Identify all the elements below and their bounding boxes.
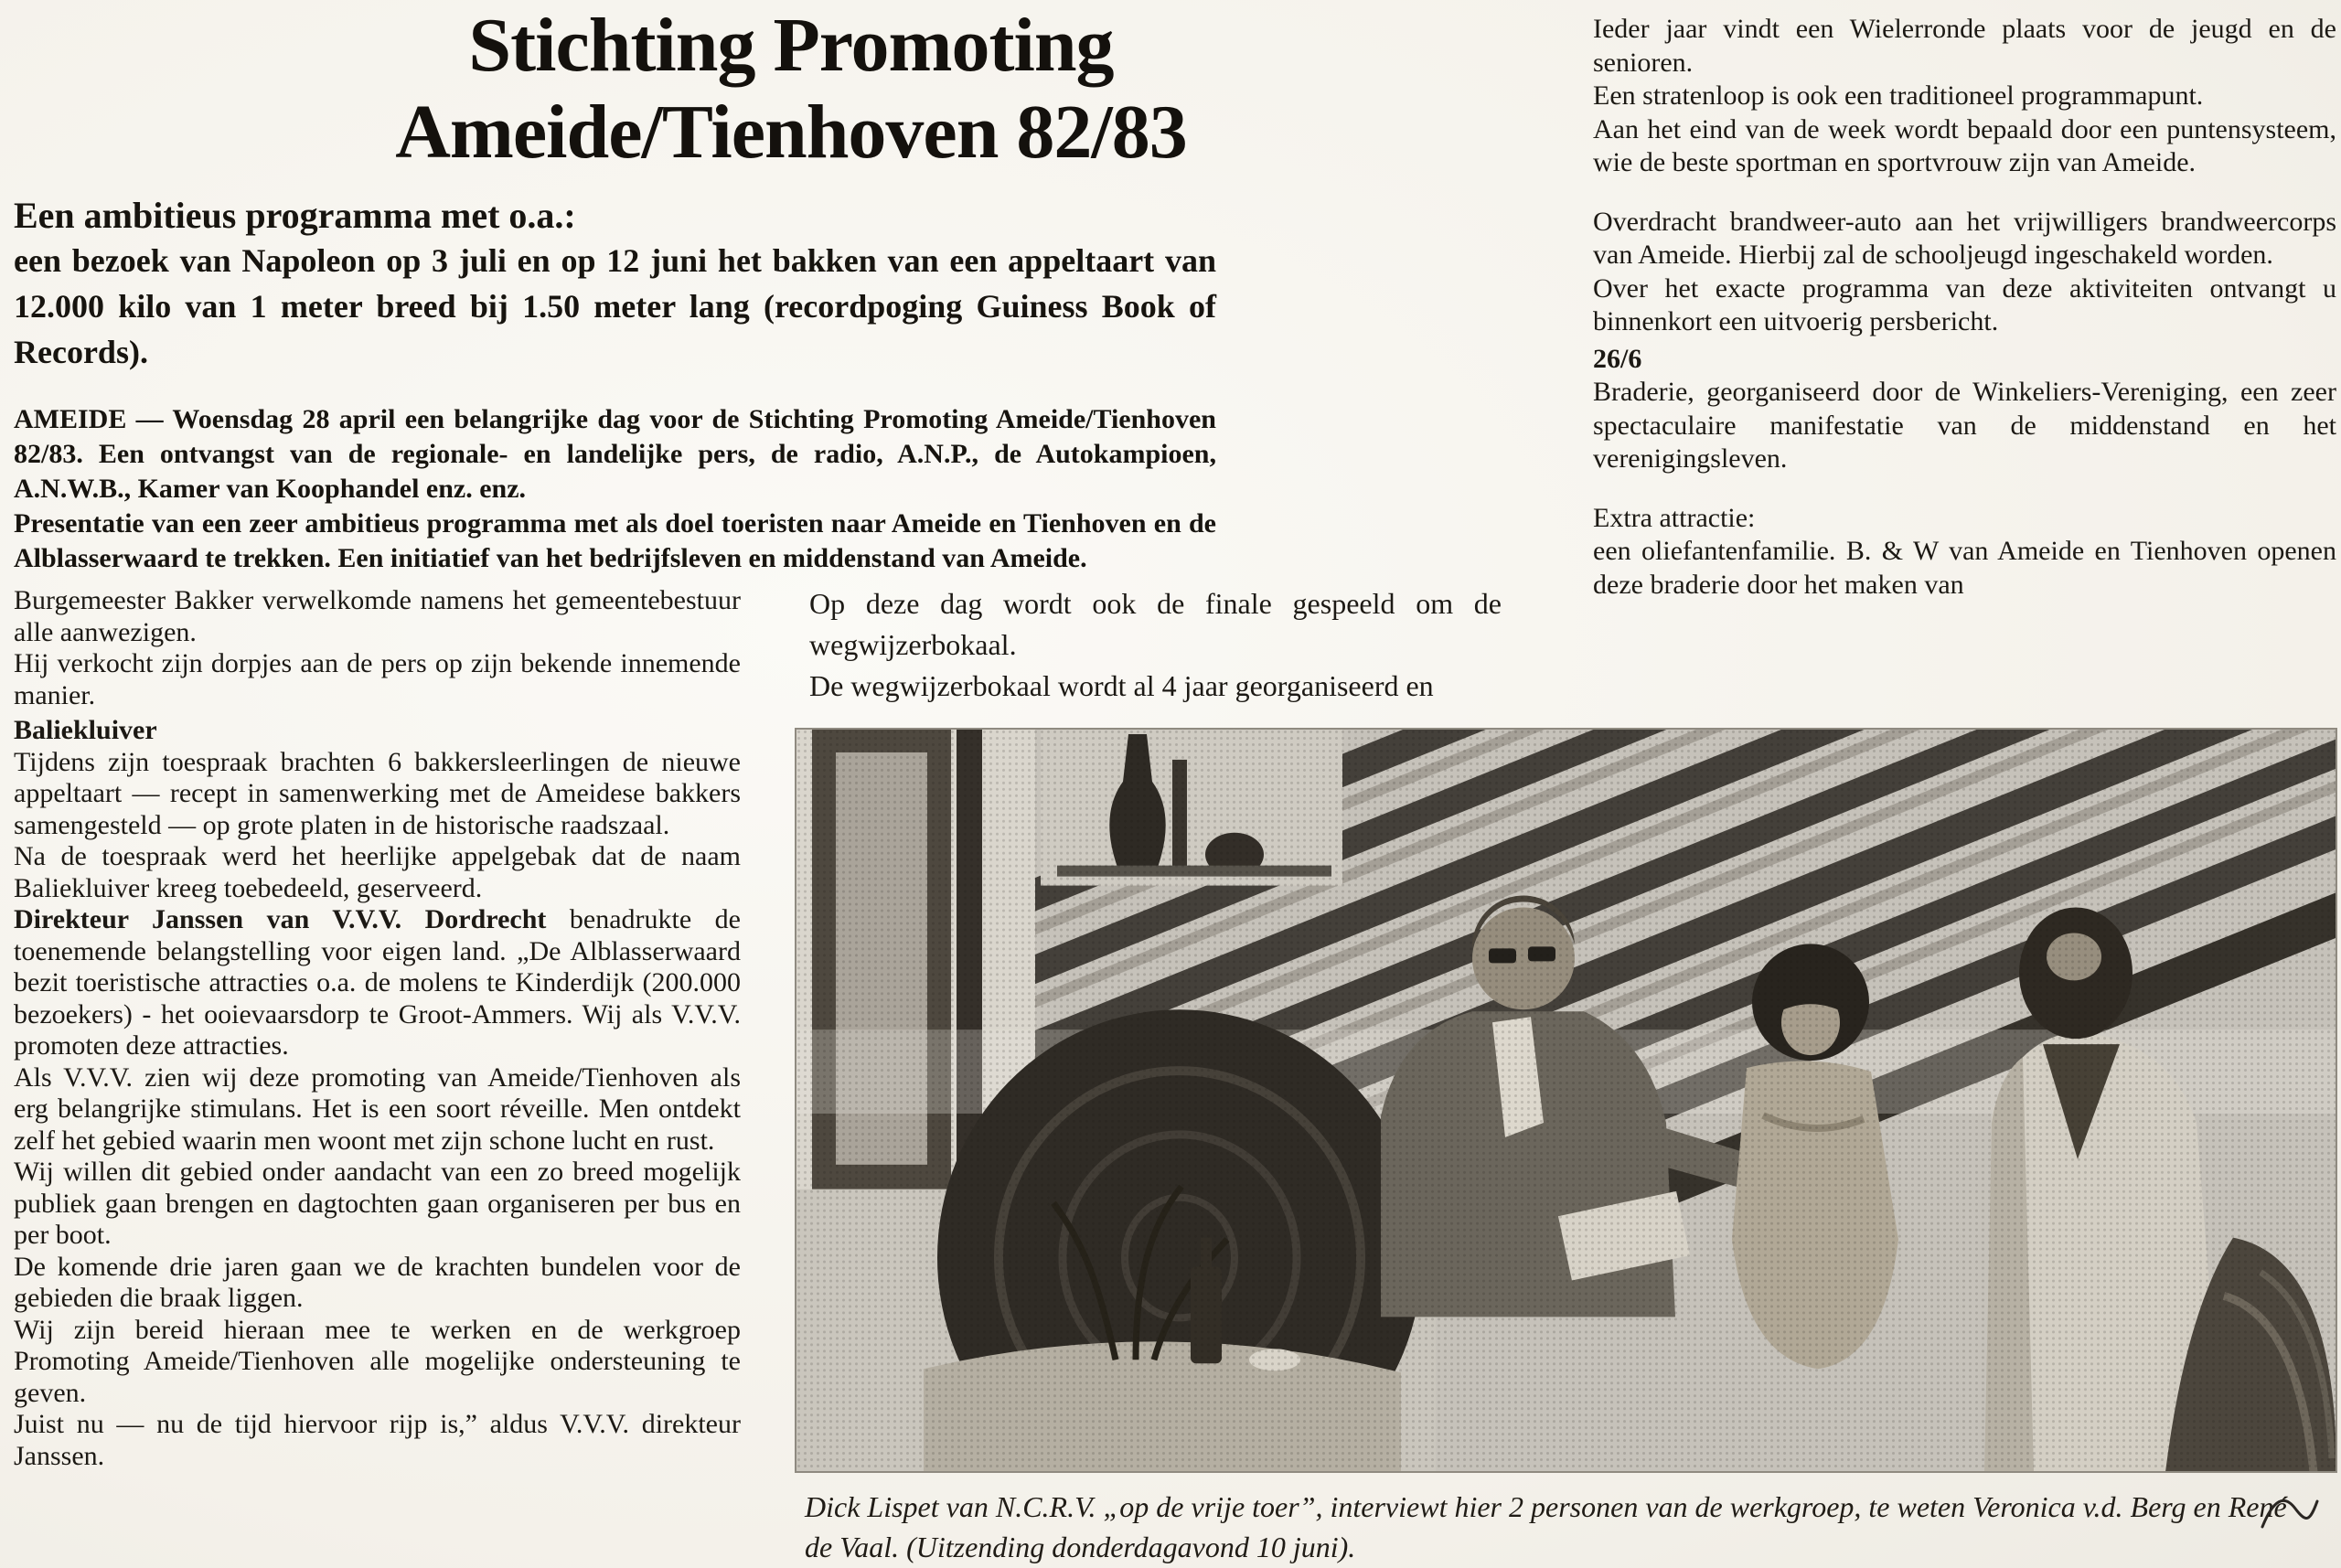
- paragraph: Ieder jaar vindt een Wielerronde plaats voor de jeugd en de senioren.: [1593, 14, 2336, 78]
- paragraph: Presentatie van een zeer ambitieus programma met als doel toeristen naar Ameide en Tienhoven en de Alblasserwaard te trekken. Een initiatief van het bedrijfsleven en middenstand van Ameide.: [14, 508, 1216, 573]
- paragraph: Juist nu — nu de tijd hiervoor rijp is,” aldus V.V.V. direkteur Janssen.: [14, 1409, 741, 1471]
- paragraph: Braderie, georganiseerd door de Winkeliers-Vereniging, een zeer spectaculaire manifestatie van de middenstand en het verenigingsleven.: [1593, 377, 2336, 474]
- paragraph: De komende drie jaren gaan we de krachten bundelen voor de gebieden die braak liggen.: [14, 1251, 741, 1313]
- paragraph: Hij verkocht zijn dorpjes aan de pers op zijn bekende innemende manier.: [14, 648, 741, 710]
- paragraph: Wij zijn bereid hieraan mee te werken en de werkgroep Promoting Ameide/Tienhoven alle mogelijke ondersteuning te geven.: [14, 1314, 741, 1408]
- left-column: [14, 585, 741, 1472]
- lede-body: een bezoek van Napoleon op 3 juli en op 12 juni het bakken van een appeltaart van 12.000 kilo van 1 meter breed bij 1.50 meter lang (recordpoging Guiness Book of Records).: [14, 242, 1216, 370]
- paragraph: Direkteur Janssen van V.V.V. Dordrecht benadrukte de toenemende belangstelling voor eigen land. „De Alblasserwaard bezit toeristische attracties o.a. de molens te Kinderdijk (200.000 bezoekers) - het ooievaarsdorp te Groot-Ammers. Wij als V.V.V. promoten deze attracties.: [14, 904, 741, 1061]
- article-headline: [14, 2, 1568, 176]
- paragraph: AMEIDE — Woensdag 28 april een belangrijke dag voor de Stichting Promoting Ameide/Tienhoven 82/83. Een ontvangst van de regionale- en landelijke pers, de radio, A.N.P., de Autokampioen, A.N.W.B., Kamer van Koophandel enz. enz.: [14, 404, 1216, 504]
- paragraph: Burgemeester Bakker verwelkomde namens het gemeentebestuur alle aanwezigen.: [14, 585, 741, 647]
- paragraph: Over het exacte programma van deze aktiviteiten ontvangt u binnenkort een uitvoerig persbericht.: [1593, 272, 2336, 336]
- paragraph: Extra attractie:: [1593, 502, 1756, 533]
- paragraph: Aan het eind van de week wordt bepaald door een puntensysteem, wie de beste sportman en sportvrouw zijn van Ameide.: [1593, 113, 2336, 177]
- photo-caption: Dick Lispet van N.C.R.V. „op de vrije toer”, interviewt hier 2 personen van de werkgroep, te weten Veronica v.d. Berg en René de Vaal. (Uitzending donderdagavond 10 juni).: [805, 1490, 2287, 1563]
- headline-line-2: Ameide/Tienhoven 82/83: [395, 90, 1187, 175]
- right-column: [1593, 13, 2336, 602]
- middle-column: [809, 583, 1502, 707]
- column-subhead: Baliekluiver: [14, 715, 157, 745]
- photo-halftone-overlay: [796, 729, 2336, 1472]
- column-subhead: 26/6: [1593, 343, 1642, 374]
- pen-mark: [2257, 1490, 2323, 1538]
- paragraph: Op deze dag wordt ook de finale gespeeld om de wegwijzerbokaal.: [809, 587, 1502, 661]
- paragraph: De wegwijzerbokaal wordt al 4 jaar georganiseerd en: [809, 669, 1434, 702]
- lede-heading: Een ambitieus programma met o.a.:: [14, 195, 576, 236]
- paragraph: Wij willen dit gebied onder aandacht van een zo breed mogelijk publiek gaan brengen en dagtochten gaan organiseren per bus en per boot.: [14, 1157, 741, 1250]
- paragraph: Tijdens zijn toespraak brachten 6 bakkersleerlingen de nieuwe appeltaart — recept in samenwerking met de Ameidese bakkers samengesteld — op grote platen in de historische raadszaal.: [14, 746, 741, 840]
- paragraph: Overdracht brandweer-auto aan het vrijwilligers brandweercorps van Ameide. Hierbij zal de schooljeugd ingeschakeld worden.: [1593, 206, 2336, 270]
- standfirst: [14, 402, 1216, 576]
- lede: [14, 194, 1216, 375]
- paragraph: Als V.V.V. zien wij deze promoting van Ameide/Tienhoven als erg belangrijke stimulans. Het is een soort réveille. Men ontdekt zelf het gebied waarin men woont met zijn schone lucht en rust.: [14, 1061, 741, 1156]
- paragraph: Na de toespraak werd het heerlijke appelgebak dat de naam Baliekluiver kreeg toebedeeld, geserveerd.: [14, 841, 741, 903]
- headline-line-1: Stichting Promoting: [468, 3, 1114, 88]
- article-photo: [796, 729, 2336, 1472]
- paragraph: Een stratenloop is ook een traditioneel programmapunt.: [1593, 80, 2204, 111]
- paragraph: een oliefantenfamilie. B. & W van Ameide en Tienhoven openen deze braderie door het maken van: [1593, 536, 2336, 600]
